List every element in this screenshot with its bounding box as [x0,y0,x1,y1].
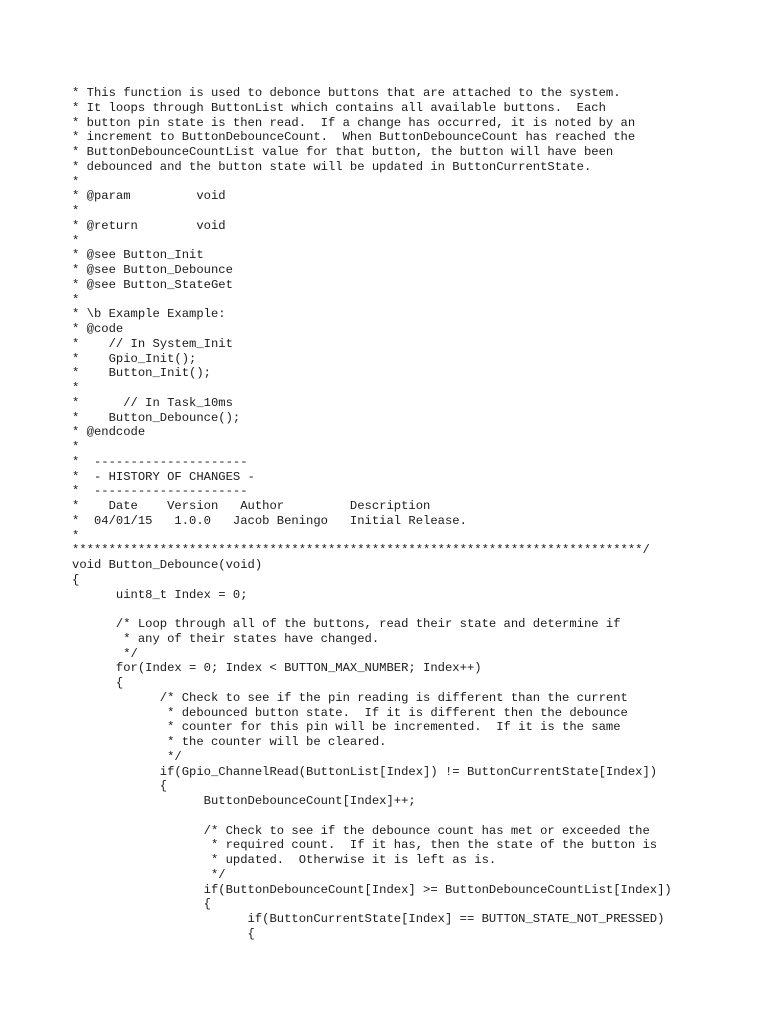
code-line [72,809,672,824]
code-line: * debounced and the button state will be updated in ButtonCurrentState. [72,159,592,174]
code-line [72,602,672,617]
code-line: * @param void [72,189,226,204]
code-line: * counter for this pin will be incremented. If it is the same [72,720,621,735]
code-line: { [72,572,80,587]
code-line: ButtonDebounceCount[Index]++; [72,794,416,808]
code-line: * - HISTORY OF CHANGES - [72,469,255,484]
code-line: if(ButtonCurrentState[Index] == BUTTON_STATE_NOT_PRESSED) [72,912,665,926]
code-line: * ButtonDebounceCountList value for that button, the button will have been [72,145,614,159]
code-line: * Button_Init(); [72,366,211,381]
code-line: * Date Version Author Description [72,499,431,513]
code-line: * Button_Debounce(); [72,410,241,425]
code-line: * This function is used to debonce buttons that are attached to the system. [72,86,621,100]
code-line: { [72,897,211,912]
code-line: */ [72,749,182,764]
code-line: * @code [72,322,124,336]
code-line: * // In System_Init [72,336,233,351]
code-line: /* Loop through all of the buttons, read their state and determine if [72,617,621,631]
code-line: * [72,381,80,395]
code-line: uint8_t Index = 0; [72,587,248,602]
code-line: * @see Button_Debounce [72,263,233,277]
code-line: * [72,233,80,248]
code-line: { [72,926,255,941]
code-line: void Button_Debounce(void) [72,558,263,572]
code-line: /* Check to see if the pin reading is different than the current [72,690,628,705]
code-line: * increment to ButtonDebounceCount. When ButtonDebounceCount has reached the [72,130,636,145]
code-line: * @see Button_Init [72,248,204,263]
code-line: * --------------------- [72,454,248,469]
code-line: * --------------------- [72,484,248,499]
code-line: * @return void [72,218,226,233]
code-line: * [72,204,80,218]
code-line: * [72,174,80,189]
code-line: * [72,440,80,454]
code-line: * debounced button state. If it is different then the debounce [72,705,628,720]
code-line: * button pin state is then read. If a change has occurred, it is noted by an [72,115,636,130]
code-listing [72,86,672,942]
code-line: * the counter will be cleared. [72,735,387,749]
code-line: */ [72,646,138,661]
code-line: * It loops through ButtonList which contains all available buttons. Each [72,100,606,115]
code-line: if(Gpio_ChannelRead(ButtonList[Index]) != ButtonCurrentState[Index]) [72,764,658,779]
code-line: * // In Task_10ms [72,395,233,410]
code-line: * required count. If it has, then the state of the button is [72,838,658,853]
code-line: for(Index = 0; Index < BUTTON_MAX_NUMBER; Index++) [72,661,482,676]
code-line: * @see Button_StateGet [72,277,233,292]
code-line: */ [72,867,226,882]
code-line: ******************************************************************************/ [72,543,650,558]
code-line: * [72,528,80,543]
code-line: * 04/01/15 1.0.0 Jacob Beningo Initial Release. [72,513,467,528]
code-line: * Gpio_Init(); [72,351,197,366]
code-line: /* Check to see if the debounce count has met or exceeded the [72,823,650,838]
code-line: * \b Example Example: [72,307,226,322]
code-line: { [72,779,168,794]
code-line: if(ButtonDebounceCount[Index] >= ButtonDebounceCountList[Index]) [72,882,672,897]
code-line: { [72,676,124,690]
code-line: * any of their states have changed. [72,631,380,646]
code-line: * [72,292,80,307]
code-line: * updated. Otherwise it is left as is. [72,853,497,867]
code-line: * @endcode [72,425,146,440]
